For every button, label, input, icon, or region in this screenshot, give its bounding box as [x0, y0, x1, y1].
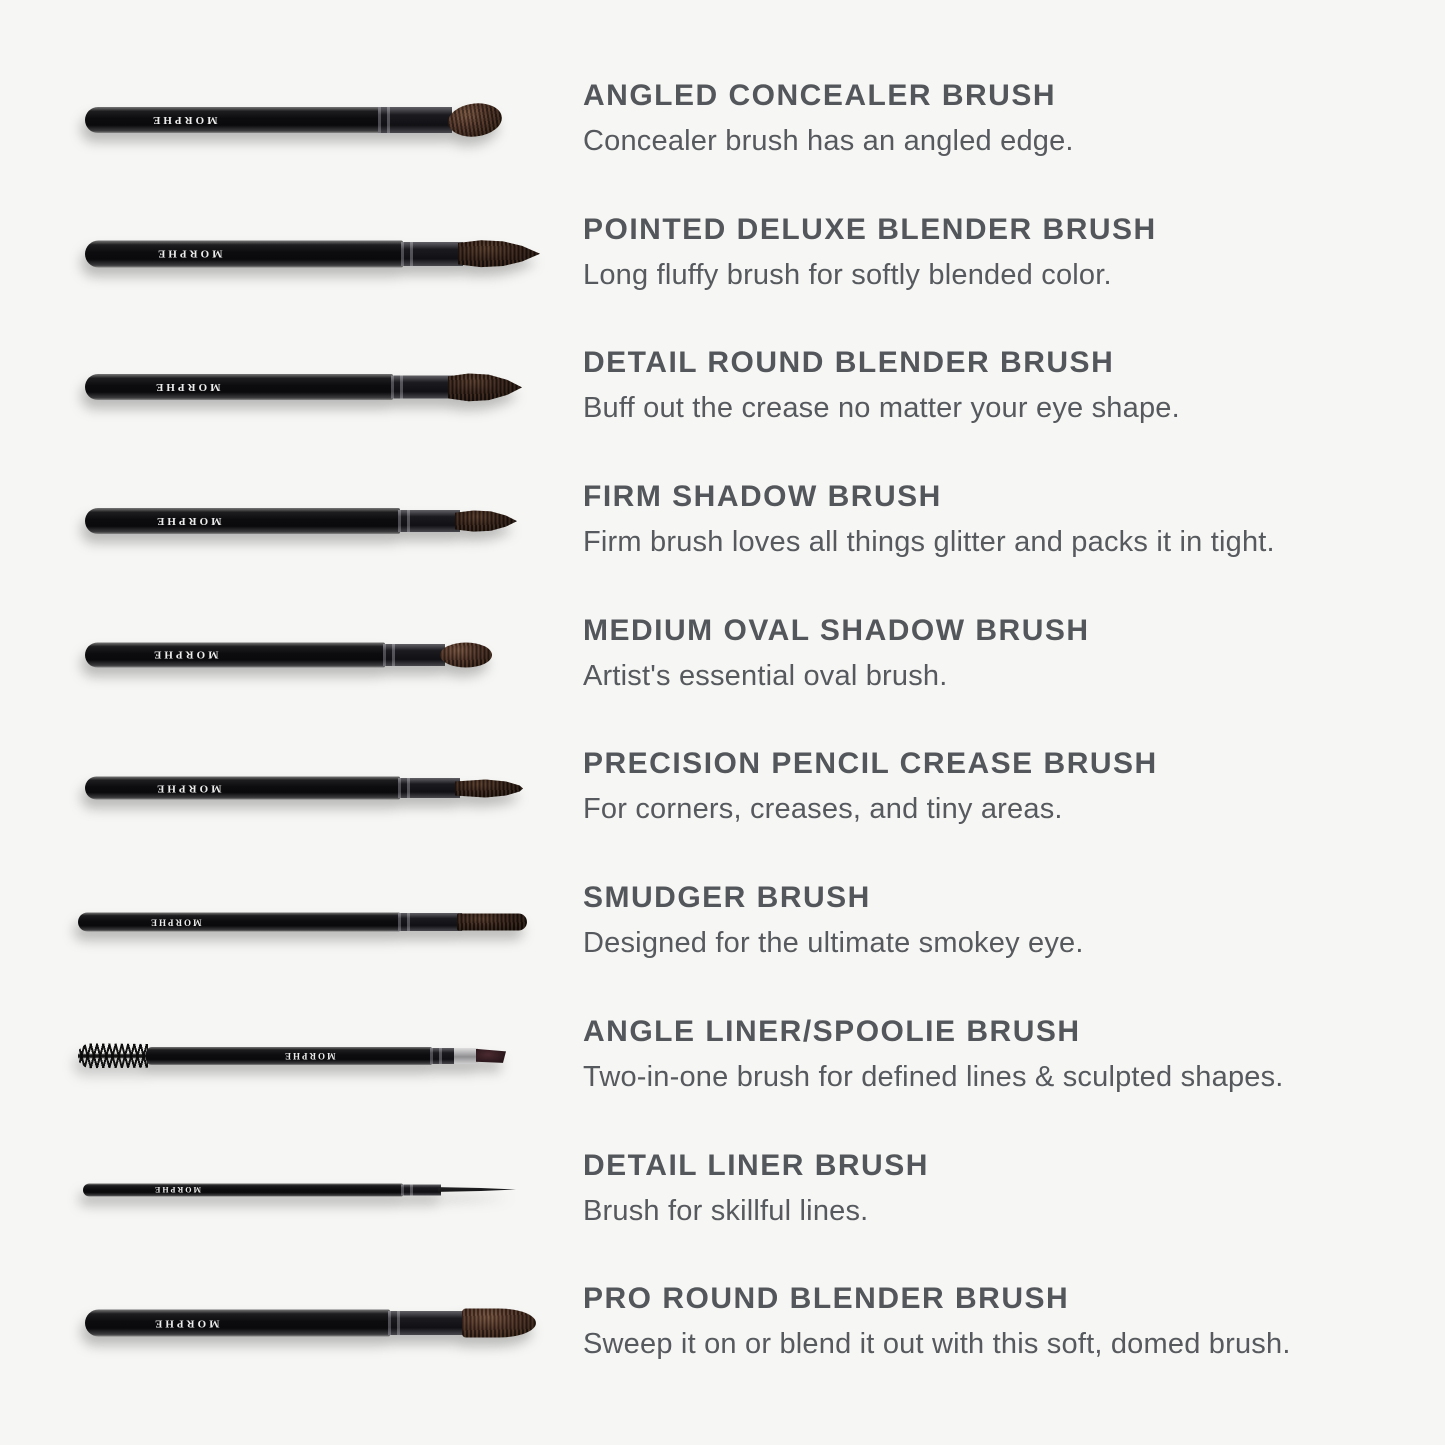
brush-text-block	[583, 854, 1423, 988]
pointed-fluffy-brush-tip-icon	[458, 240, 540, 268]
brush-name: ANGLED CONCEALER BRUSH	[583, 79, 1057, 112]
brush-description: Two-in-one brush for defined lines & sculpted shapes.	[583, 1060, 1284, 1093]
brush-brand-label: MORPHE	[154, 515, 222, 528]
brush-row	[0, 988, 1445, 1122]
brush-photo	[0, 52, 570, 186]
brush-ferrule	[398, 510, 460, 532]
brush-row	[0, 587, 1445, 721]
brush-ferrule	[383, 644, 445, 666]
brush-description: Long fluffy brush for softly blended color.	[583, 258, 1112, 291]
brush-ferrule	[398, 913, 462, 931]
smudger-stub-brush-tip-icon	[457, 914, 527, 931]
brush-description: Firm brush loves all things glitter and packs it in tight.	[583, 526, 1275, 559]
brush-name: MEDIUM OVAL SHADOW BRUSH	[583, 613, 1090, 647]
brush-text-block	[583, 720, 1423, 854]
brush-text-block	[583, 988, 1423, 1122]
brush-photo	[0, 1122, 570, 1256]
brush-name: DETAIL LINER BRUSH	[583, 1148, 929, 1182]
brush-name: PRECISION PENCIL CREASE BRUSH	[583, 747, 1158, 781]
brush-ferrule	[401, 242, 463, 266]
brush-name: PRO ROUND BLENDER BRUSH	[583, 1282, 1070, 1316]
brush-row	[0, 453, 1445, 587]
brush-handle	[85, 508, 400, 534]
brush-handle	[146, 1047, 432, 1065]
brush-photo	[0, 453, 570, 587]
brush-row	[0, 854, 1445, 988]
brush-name: POINTED DELUXE BLENDER BRUSH	[583, 212, 1157, 246]
brush-row	[0, 52, 1445, 186]
brush-brand-label: MORPHE	[152, 381, 221, 394]
brush-text-block	[583, 1255, 1423, 1389]
brush-handle	[83, 1183, 403, 1196]
brush-list	[0, 52, 1445, 1389]
brush-name: SMUDGER BRUSH	[583, 881, 871, 915]
brush-row	[0, 720, 1445, 854]
round-tapered-brush-tip-icon	[448, 373, 522, 402]
brush-description: Brush for skillful lines.	[583, 1194, 869, 1227]
brush-name: FIRM SHADOW BRUSH	[583, 480, 942, 514]
brush-name: ANGLE LINER/SPOOLIE BRUSH	[583, 1014, 1081, 1048]
ferrule-band	[454, 1048, 478, 1064]
brush-text-block	[583, 587, 1423, 721]
brush-description: For corners, creases, and tiny areas.	[583, 793, 1063, 826]
brush-ferrule	[398, 778, 460, 798]
angle-liner-spoolie-brush-tip-icon	[476, 1049, 506, 1063]
brush-photo	[0, 854, 570, 988]
brush-description: Artist's essential oval brush.	[583, 659, 948, 692]
domed-round-brush-tip-icon	[462, 1309, 536, 1338]
brush-ferrule	[388, 1311, 466, 1335]
brush-brand-label: MORPHE	[154, 782, 222, 795]
brush-row	[0, 1255, 1445, 1389]
brush-ferrule	[378, 107, 452, 133]
brush-description: Buff out the crease no matter your eye shape.	[583, 392, 1180, 425]
brush-handle	[85, 240, 403, 267]
brush-photo	[0, 988, 570, 1122]
brush-handle	[85, 107, 380, 133]
firm-tapered-brush-tip-icon	[455, 510, 517, 533]
oval-flat-brush-tip-icon	[440, 642, 492, 667]
brush-handle	[85, 642, 385, 667]
brush-brand-label: MORPHE	[283, 1050, 336, 1061]
brush-handle	[85, 1310, 390, 1337]
brush-photo	[0, 319, 570, 453]
brush-photo	[0, 186, 570, 320]
brush-text-block	[583, 52, 1423, 186]
brush-name: DETAIL ROUND BLENDER BRUSH	[583, 346, 1115, 380]
fine-liner-brush-tip-icon	[438, 1184, 516, 1195]
brush-row	[0, 186, 1445, 320]
brush-photo	[0, 587, 570, 721]
brush-photo	[0, 720, 570, 854]
brush-ferrule	[401, 1184, 441, 1195]
brush-text-block	[583, 453, 1423, 587]
brush-text-block	[583, 1122, 1423, 1256]
brush-row	[0, 1122, 1445, 1256]
brush-text-block	[583, 186, 1423, 320]
brush-handle	[85, 777, 400, 800]
brush-brand-label: MORPHE	[149, 114, 218, 126]
brush-brand-label: MORPHE	[153, 1185, 202, 1194]
brush-brand-label: MORPHE	[154, 247, 223, 260]
brush-description: Sweep it on or blend it out with this soft, domed brush.	[583, 1328, 1291, 1361]
brush-brand-label: MORPHE	[152, 1317, 220, 1330]
angled-flat-brush-tip-icon	[446, 100, 504, 139]
brush-description: Designed for the ultimate smokey eye.	[583, 927, 1084, 960]
brush-brand-label: MORPHE	[148, 917, 202, 928]
brush-brand-label: MORPHE	[151, 648, 219, 661]
pencil-round-brush-tip-icon	[455, 778, 523, 798]
brush-text-block	[583, 319, 1423, 453]
brush-row	[0, 319, 1445, 453]
brush-handle	[78, 913, 400, 932]
brush-photo	[0, 1255, 570, 1389]
spoolie-head-icon	[78, 1042, 148, 1070]
brush-ferrule	[430, 1048, 456, 1064]
brush-description: Concealer brush has an angled edge.	[583, 125, 1074, 157]
brush-ferrule	[391, 376, 453, 399]
brush-handle	[85, 374, 393, 400]
